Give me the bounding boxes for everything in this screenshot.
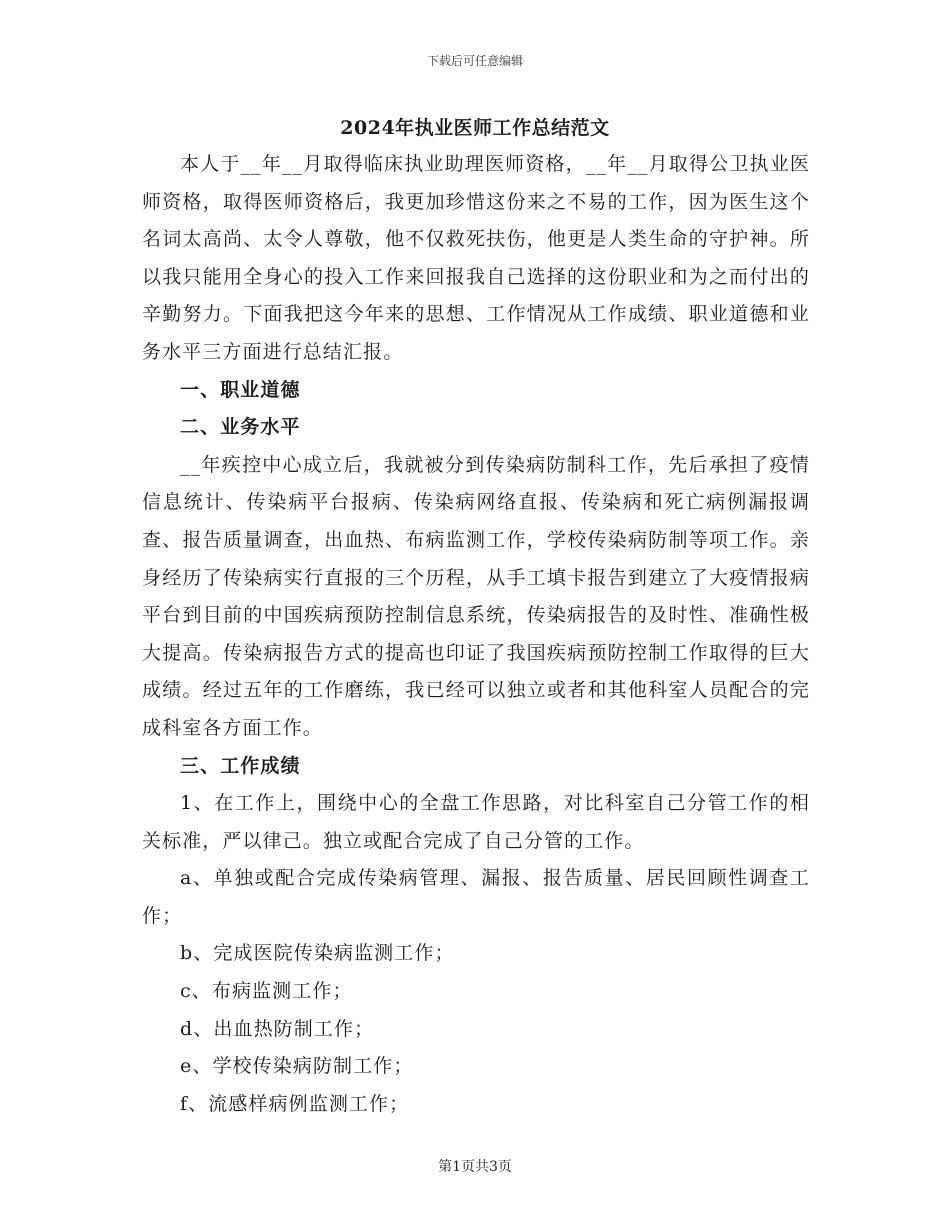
- document-title: 2024年执业医师工作总结范文: [340, 117, 610, 139]
- document-body: [142, 146, 810, 1123]
- list-item-f: f、流感样病例监测工作；: [180, 1092, 410, 1115]
- section-heading-professional-ethics: 一、职业道德: [180, 378, 301, 401]
- list-item-a: a、单独或配合完成传染病管理、漏报、报告质量、居民回顾性调查工作；: [142, 867, 810, 927]
- section-heading-work-achievements: 三、工作成绩: [180, 754, 301, 777]
- list-item-b: b、完成医院传染病监测工作；: [180, 942, 455, 965]
- page-header: 下载后可任意编辑: [426, 54, 523, 68]
- business-level-paragraph: __年疾控中心成立后，我就被分到传染病防制科工作，先后承担了疫情信息统计、传染病平台报病、传染病网络直报、传染病和死亡病例漏报调查、报告质量调查，出血热、布病监测工作，学校传染病防制等项工作。亲身经历了传染病实行直报的三个历程，从手工填卡报告到建立了大疫情报病平台到目前的中国疾病预防控制信息系统，传染病报告的及时性、准确性极大提高。传染病报告方式的提高也印证了我国疾病预防控制工作取得的巨大成绩。经过五年的工作磨练，我已经可以独立或者和其他科室人员配合的完成科室各方面工作。: [142, 453, 810, 739]
- intro-paragraph: 本人于__年__月取得临床执业助理医师资格，__年__月取得公卫执业医师资格，取得医师资格后，我更加珍惜这份来之不易的工作，因为医生这个名词太高尚、太令人尊敬，他不仅救死扶伤，他更是人类生命的守护神。所以我只能用全身心的投入工作来回报我自己选择的这份职业和为之而付出的辛勤努力。下面我把这今年来的思想、工作情况从工作成绩、职业道德和业务水平三方面进行总结汇报。: [142, 153, 810, 363]
- list-item-c: c、布病监测工作；: [180, 980, 353, 1003]
- list-item-d: d、出血热防制工作；: [180, 1017, 375, 1040]
- achievement-paragraph-1: 1、在工作上，围绕中心的全盘工作思路，对比科室自己分管工作的相关标准，严以律己。独立或配合完成了自己分管的工作。: [142, 792, 810, 852]
- section-heading-business-level: 二、业务水平: [180, 416, 301, 439]
- page-footer: 第1页共3页: [438, 1159, 512, 1175]
- list-item-e: e、学校传染病防制工作；: [180, 1055, 414, 1078]
